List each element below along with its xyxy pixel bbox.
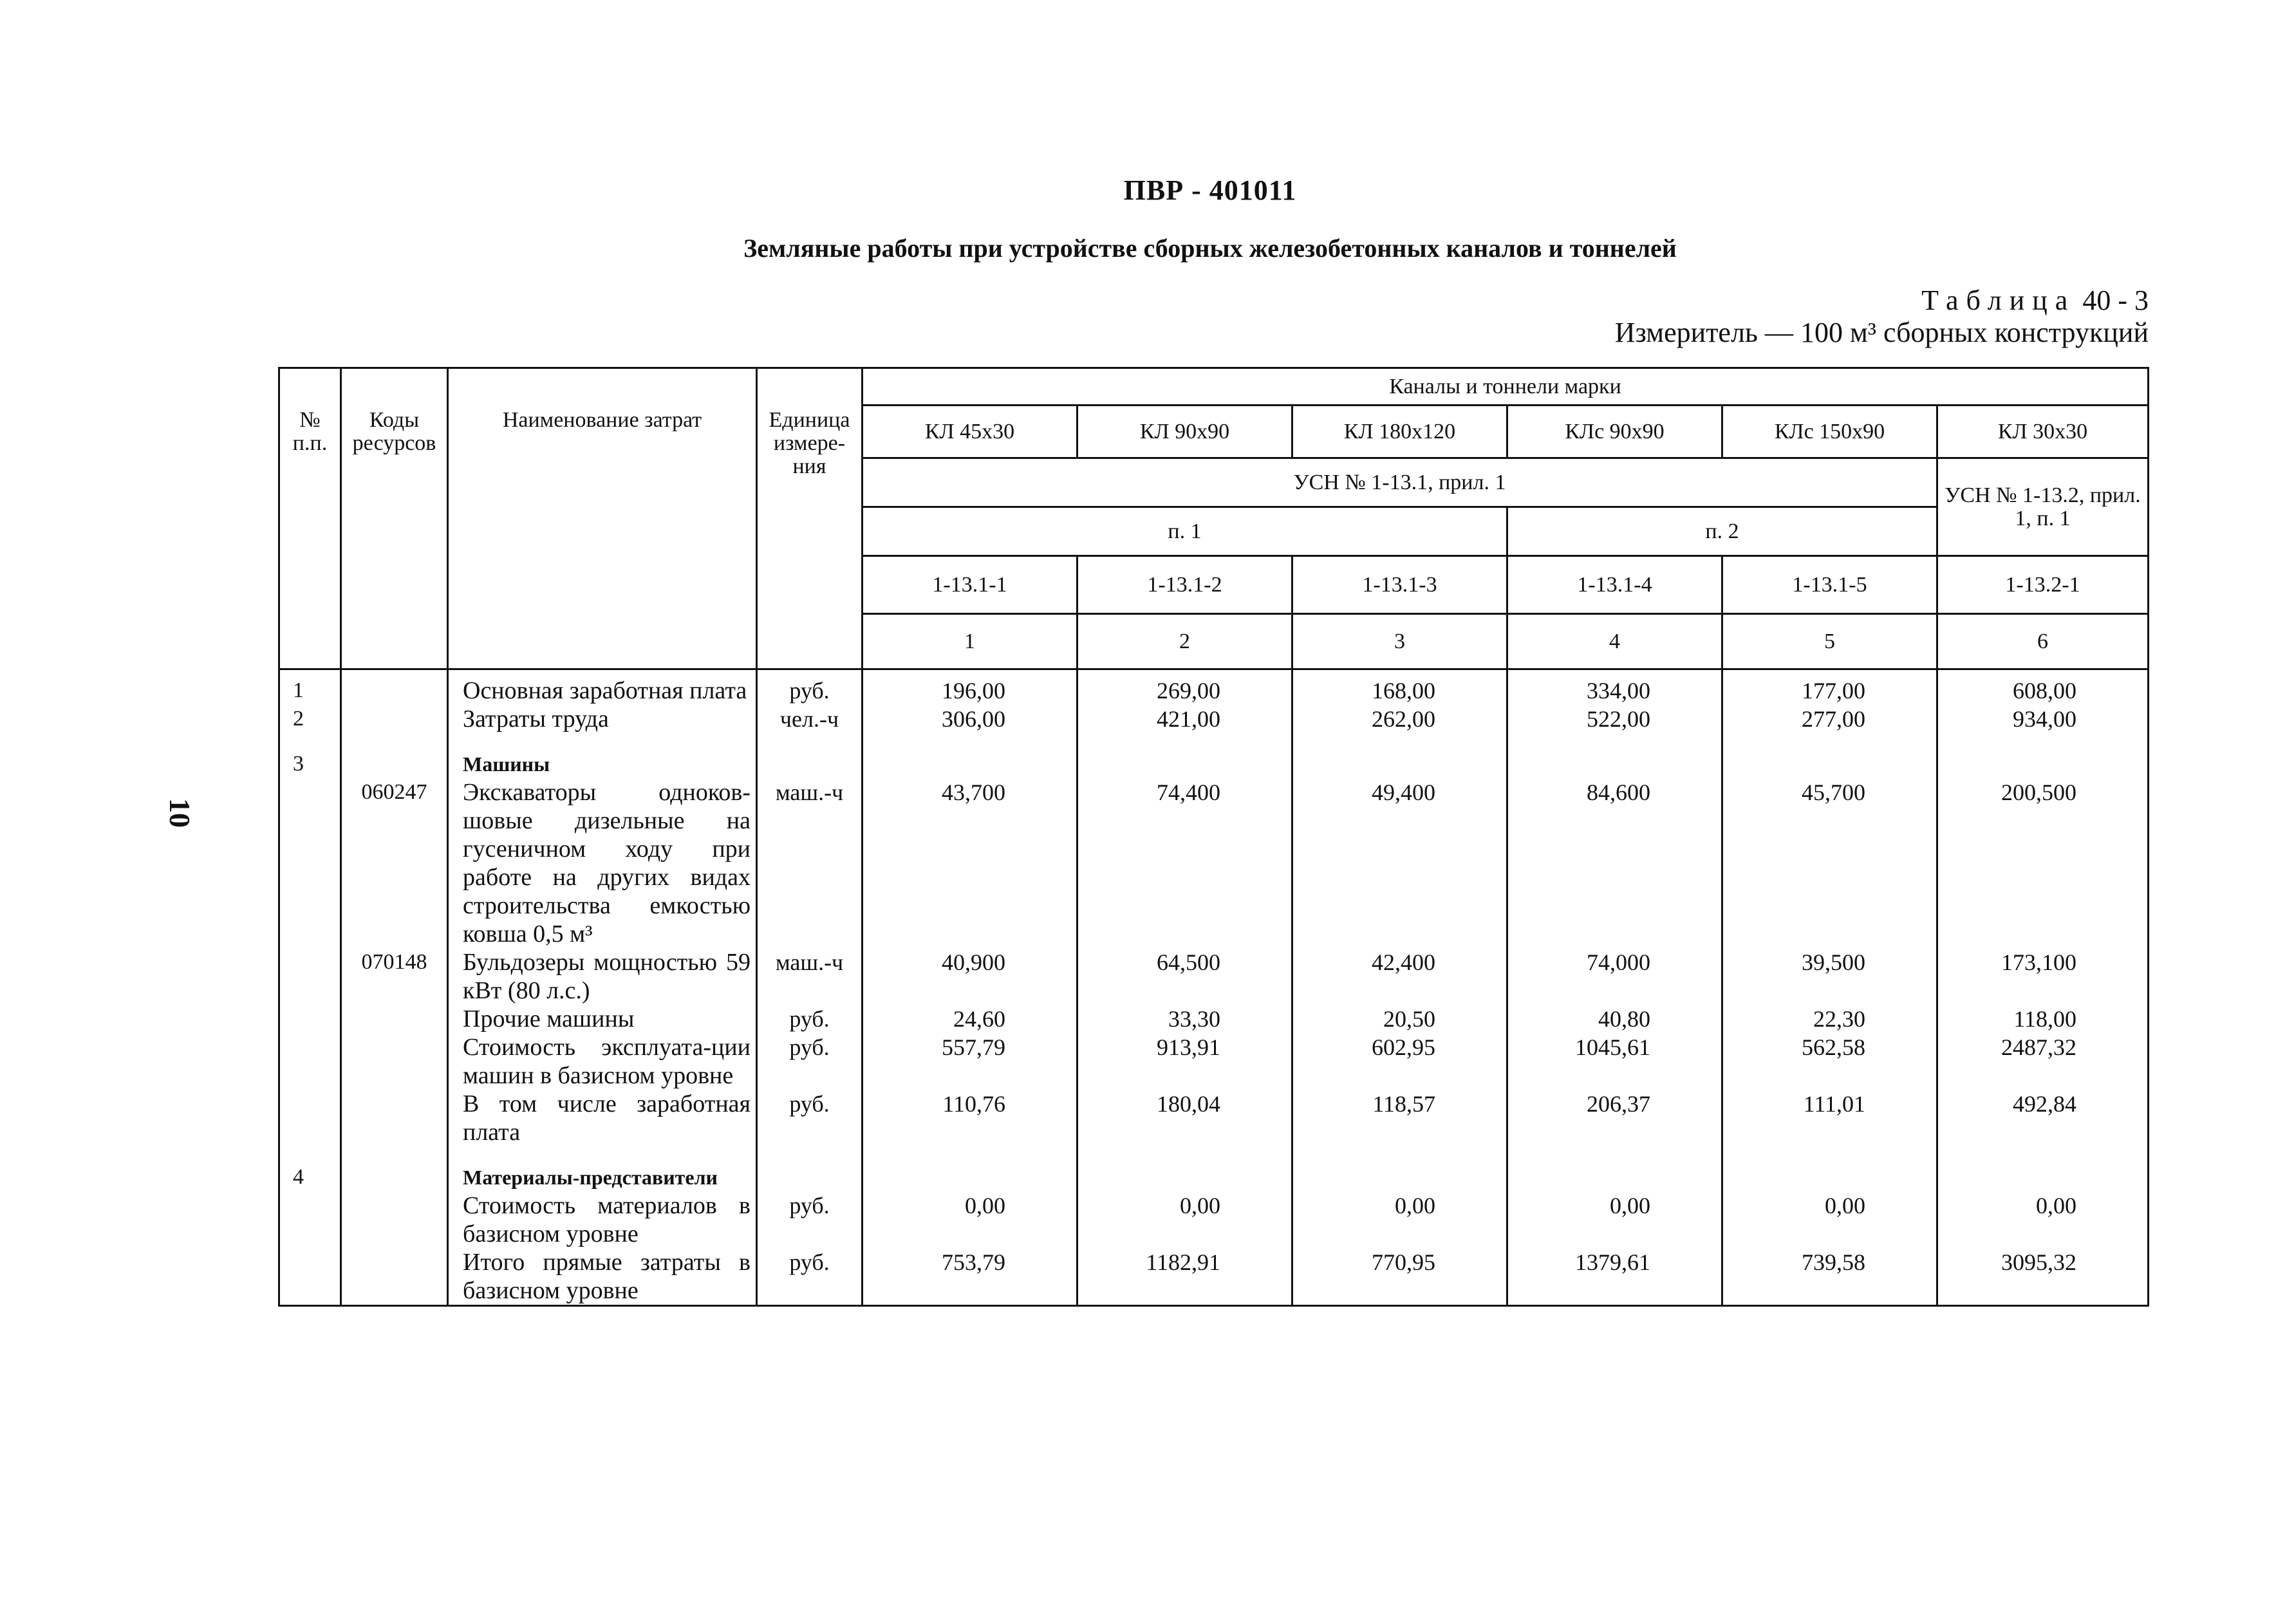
row-value bbox=[1292, 733, 1507, 778]
row-unit: руб. bbox=[757, 1248, 863, 1306]
row-value: 24,60 bbox=[863, 1005, 1077, 1033]
header-col-number: 4 bbox=[1507, 614, 1722, 669]
table-row bbox=[279, 778, 2149, 948]
row-name: Стоимость материалов в базисном уровне bbox=[448, 1191, 757, 1248]
row-code bbox=[341, 1146, 448, 1191]
row-value: 40,900 bbox=[863, 948, 1077, 1005]
row-unit: чел.-ч bbox=[757, 705, 863, 733]
row-name: Прочие машины bbox=[448, 1005, 757, 1033]
row-value: 173,100 bbox=[1937, 948, 2149, 1005]
header-usn-1: УСН № 1-13.1, прил. 1 bbox=[863, 458, 1937, 507]
section-row bbox=[279, 1146, 2149, 1191]
header-rate-code: 1-13.1-1 bbox=[863, 556, 1077, 614]
row-num: 2 bbox=[279, 705, 341, 733]
row-value: 913,91 bbox=[1077, 1033, 1292, 1090]
row-value: 0,00 bbox=[1507, 1191, 1722, 1248]
table-caption bbox=[1615, 285, 2149, 349]
row-num bbox=[279, 1005, 341, 1033]
row-num bbox=[279, 1033, 341, 1090]
row-name: Экскаваторы одноков-шовые дизельные на гусеничном ходу при работе на других видах строительства емкостью ковша 0,5 м³ bbox=[448, 778, 757, 948]
row-value: 206,37 bbox=[1507, 1090, 1722, 1146]
row-name: Бульдозеры мощностью 59 кВт (80 л.с.) bbox=[448, 948, 757, 1005]
row-name: Основная заработная плата bbox=[448, 669, 757, 705]
row-name: В том числе заработная плата bbox=[448, 1090, 757, 1146]
row-value: 522,00 bbox=[1507, 705, 1722, 733]
row-value bbox=[1937, 1146, 2149, 1191]
table-number bbox=[1615, 285, 2149, 317]
row-code bbox=[341, 1191, 448, 1248]
row-unit: руб. bbox=[757, 1090, 863, 1146]
row-value: 262,00 bbox=[1292, 705, 1507, 733]
row-unit: руб. bbox=[757, 669, 863, 705]
table-row bbox=[279, 1191, 2149, 1248]
header-codes: Коды ресурсов bbox=[341, 368, 448, 669]
row-name: Затраты труда bbox=[448, 705, 757, 733]
header-col-number: 3 bbox=[1292, 614, 1507, 669]
row-unit: руб. bbox=[757, 1005, 863, 1033]
table-body bbox=[279, 669, 2149, 1306]
row-value bbox=[863, 733, 1077, 778]
header-brand: КЛс 90х90 bbox=[1507, 406, 1722, 458]
row-value: 2487,32 bbox=[1937, 1033, 2149, 1090]
row-value: 492,84 bbox=[1937, 1090, 2149, 1146]
table-number-value: 40 - 3 bbox=[2082, 285, 2149, 316]
section-title: Материалы-представители bbox=[448, 1146, 757, 1191]
row-value bbox=[1077, 733, 1292, 778]
rates-table bbox=[278, 367, 2149, 1307]
row-value: 0,00 bbox=[863, 1191, 1077, 1248]
row-value: 74,000 bbox=[1507, 948, 1722, 1005]
row-unit: маш.-ч bbox=[757, 948, 863, 1005]
row-value: 177,00 bbox=[1722, 669, 1937, 705]
table-row bbox=[279, 948, 2149, 1005]
row-num: 1 bbox=[279, 669, 341, 705]
row-code: 070148 bbox=[341, 948, 448, 1005]
row-value bbox=[1077, 1146, 1292, 1191]
row-value: 753,79 bbox=[863, 1248, 1077, 1306]
row-num: 3 bbox=[279, 733, 341, 778]
row-value bbox=[1292, 1146, 1507, 1191]
row-value: 770,95 bbox=[1292, 1248, 1507, 1306]
row-value: 0,00 bbox=[1722, 1191, 1937, 1248]
row-value: 0,00 bbox=[1292, 1191, 1507, 1248]
row-value: 562,58 bbox=[1722, 1033, 1937, 1090]
row-value: 421,00 bbox=[1077, 705, 1292, 733]
document-code: ПВР - 401011 bbox=[1123, 174, 1297, 206]
header-p2: п. 2 bbox=[1507, 507, 1937, 556]
header-brand: КЛ 180х120 bbox=[1292, 406, 1507, 458]
row-value: 20,50 bbox=[1292, 1005, 1507, 1033]
row-value: 3095,32 bbox=[1937, 1248, 2149, 1306]
row-code bbox=[341, 1248, 448, 1306]
table-row bbox=[279, 669, 2149, 705]
table-meter: Измеритель — 100 м³ сборных конструкций bbox=[1614, 317, 2149, 348]
row-code bbox=[341, 669, 448, 705]
table-row bbox=[279, 1005, 2149, 1033]
row-code bbox=[341, 705, 448, 733]
section-row bbox=[279, 733, 2149, 778]
row-value: 49,400 bbox=[1292, 778, 1507, 948]
row-value: 168,00 bbox=[1292, 669, 1507, 705]
header-brand: КЛ 90х90 bbox=[1077, 406, 1292, 458]
header-brand: КЛ 45х30 bbox=[863, 406, 1077, 458]
page-number: 10 bbox=[163, 798, 196, 828]
header-name: Наименование затрат bbox=[448, 368, 757, 669]
row-value: 0,00 bbox=[1077, 1191, 1292, 1248]
row-unit: маш.-ч bbox=[757, 778, 863, 948]
row-value: 40,80 bbox=[1507, 1005, 1722, 1033]
row-unit: руб. bbox=[757, 1191, 863, 1248]
header-rate-code: 1-13.1-3 bbox=[1292, 556, 1507, 614]
row-value: 118,57 bbox=[1292, 1090, 1507, 1146]
section-title: Машины bbox=[448, 733, 757, 778]
row-num bbox=[279, 948, 341, 1005]
row-value: 196,00 bbox=[863, 669, 1077, 705]
row-value: 739,58 bbox=[1722, 1248, 1937, 1306]
row-value: 1045,61 bbox=[1507, 1033, 1722, 1090]
header-brand: КЛ 30х30 bbox=[1937, 406, 2149, 458]
row-value bbox=[1722, 1146, 1937, 1191]
row-value: 277,00 bbox=[1722, 705, 1937, 733]
row-num: 4 bbox=[279, 1146, 341, 1191]
table-label: Таблица bbox=[1921, 285, 2076, 316]
row-value bbox=[1507, 733, 1722, 778]
row-num bbox=[279, 778, 341, 948]
row-value: 39,500 bbox=[1722, 948, 1937, 1005]
header-rate-code: 1-13.1-5 bbox=[1722, 556, 1937, 614]
header-rate-code: 1-13.1-4 bbox=[1507, 556, 1722, 614]
row-value: 22,30 bbox=[1722, 1005, 1937, 1033]
table-row bbox=[279, 705, 2149, 733]
row-value: 306,00 bbox=[863, 705, 1077, 733]
row-value: 118,00 bbox=[1937, 1005, 2149, 1033]
row-code bbox=[341, 1005, 448, 1033]
row-value: 602,95 bbox=[1292, 1033, 1507, 1090]
row-value: 111,01 bbox=[1722, 1090, 1937, 1146]
header-rate-code: 1-13.2-1 bbox=[1937, 556, 2149, 614]
row-num bbox=[279, 1191, 341, 1248]
row-value: 934,00 bbox=[1937, 705, 2149, 733]
row-value: 64,500 bbox=[1077, 948, 1292, 1005]
row-value: 0,00 bbox=[1937, 1191, 2149, 1248]
header-group: Каналы и тоннели марки bbox=[863, 368, 2149, 406]
row-num bbox=[279, 1090, 341, 1146]
row-code bbox=[341, 1090, 448, 1146]
header-p1: п. 1 bbox=[863, 507, 1507, 556]
row-value: 1182,91 bbox=[1077, 1248, 1292, 1306]
row-value bbox=[863, 1146, 1077, 1191]
header-num: № п.п. bbox=[279, 368, 341, 669]
row-value: 74,400 bbox=[1077, 778, 1292, 948]
row-code bbox=[341, 733, 448, 778]
row-value: 269,00 bbox=[1077, 669, 1292, 705]
row-code bbox=[341, 1033, 448, 1090]
header-brand: КЛс 150х90 bbox=[1722, 406, 1937, 458]
header-unit: Единица измере-ния bbox=[757, 368, 863, 669]
row-name: Стоимость эксплуата-ции машин в базисном уровне bbox=[448, 1033, 757, 1090]
header-col-number: 1 bbox=[863, 614, 1077, 669]
row-value: 180,04 bbox=[1077, 1090, 1292, 1146]
header-col-number: 6 bbox=[1937, 614, 2149, 669]
row-value: 45,700 bbox=[1722, 778, 1937, 948]
row-value: 42,400 bbox=[1292, 948, 1507, 1005]
table-row bbox=[279, 1248, 2149, 1306]
row-num bbox=[279, 1248, 341, 1306]
row-value: 84,600 bbox=[1507, 778, 1722, 948]
row-value: 334,00 bbox=[1507, 669, 1722, 705]
row-value: 200,500 bbox=[1937, 778, 2149, 948]
row-value: 1379,61 bbox=[1507, 1248, 1722, 1306]
row-value bbox=[1507, 1146, 1722, 1191]
header-usn-2: УСН № 1-13.2, прил. 1, п. 1 bbox=[1937, 458, 2149, 556]
row-value bbox=[1937, 733, 2149, 778]
row-unit: руб. bbox=[757, 1033, 863, 1090]
row-value: 43,700 bbox=[863, 778, 1077, 948]
header-col-number: 5 bbox=[1722, 614, 1937, 669]
row-value: 33,30 bbox=[1077, 1005, 1292, 1033]
header-rate-code: 1-13.1-2 bbox=[1077, 556, 1292, 614]
table-header bbox=[279, 368, 2149, 669]
row-value bbox=[1722, 733, 1937, 778]
row-value: 110,76 bbox=[863, 1090, 1077, 1146]
table-row bbox=[279, 1033, 2149, 1090]
row-value: 557,79 bbox=[863, 1033, 1077, 1090]
row-unit bbox=[757, 733, 863, 778]
table-row bbox=[279, 1090, 2149, 1146]
row-value: 608,00 bbox=[1937, 669, 2149, 705]
row-name: Итого прямые затраты в базисном уровне bbox=[448, 1248, 757, 1306]
row-unit bbox=[757, 1146, 863, 1191]
row-code: 060247 bbox=[341, 778, 448, 948]
document-title: Земляные работы при устройстве сборных железобетонных каналов и тоннелей bbox=[743, 234, 1677, 263]
header-col-number: 2 bbox=[1077, 614, 1292, 669]
